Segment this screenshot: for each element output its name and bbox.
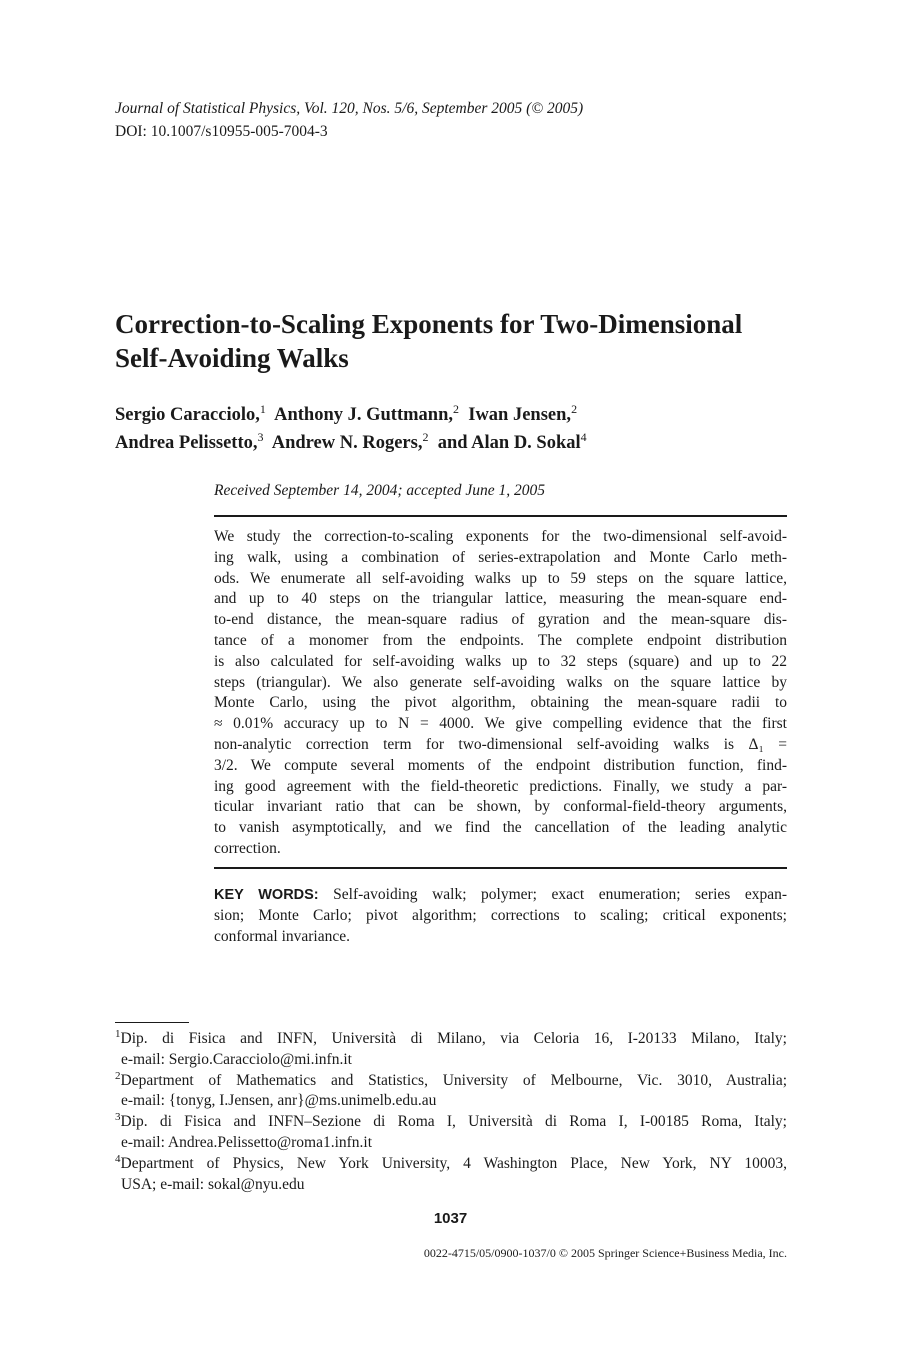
abstract-bottom-rule [214, 867, 787, 869]
footnote-line [115, 1029, 787, 1050]
footnote-mark: 1 [115, 1028, 121, 1040]
keywords [214, 885, 787, 947]
abstract-line: to-end distance, the mean-square radius of gyration and the mean-square dis- [214, 611, 787, 629]
footnote [115, 1071, 787, 1113]
footnote-line: e-mail: Andrea.Pelissetto@roma1.infn.it [121, 1133, 373, 1151]
footnote-text: Dip. di Fisica and INFN–Sezione di Roma I, Università di Roma I, I-00185 Roma, Italy; [120, 1113, 787, 1131]
footnote-line [115, 1154, 787, 1175]
author-affiliation-mark: 4 [580, 430, 587, 444]
paper-title [115, 307, 815, 375]
abstract-line: and up to 40 steps on the triangular lattice, measuring the mean-square end- [214, 590, 787, 608]
doi: DOI: 10.1007/s10955-005-7004-3 [115, 123, 328, 140]
abstract [214, 527, 787, 860]
author-affiliation-mark: 2 [422, 430, 429, 444]
author-name: Iwan Jensen, [468, 405, 572, 425]
author-affiliation-mark: 2 [571, 402, 578, 416]
footnote-text: Dip. di Fisica and INFN, Università di Milano, via Celoria 16, I-20133 Milano, Italy; [120, 1030, 787, 1047]
author-line [115, 401, 815, 429]
journal-citation: Journal of Statistical Physics, Vol. 120, Nos. 5/6, September 2005 (© 2005) [115, 100, 584, 117]
keywords-line [214, 885, 787, 906]
footnote-line: e-mail: {tonyg, I.Jensen, anr}@ms.unimelb.edu.au [121, 1092, 437, 1110]
footnote-line [115, 1112, 787, 1133]
abstract-top-rule [214, 515, 787, 517]
footnote-separator [115, 1022, 189, 1023]
page-number: 1037 [433, 1210, 468, 1227]
abstract-line: ods. We enumerate all self-avoiding walks up to 59 steps on the square lattice, [214, 569, 787, 587]
keywords-text: Self-avoiding walk; polymer; exact enumeration; series expan- [333, 886, 788, 903]
footnote-line: e-mail: Sergio.Caracciolo@mi.infn.it [121, 1050, 352, 1068]
abstract-line: steps (triangular). We also generate self-avoiding walks on the square lattice by [214, 673, 787, 691]
author-line [115, 429, 815, 457]
author-name: and Alan D. Sokal [437, 433, 581, 453]
abstract-line: Monte Carlo, using the pivot algorithm, obtaining the mean-square radii to [214, 694, 787, 712]
keywords-line: conformal invariance. [214, 927, 350, 945]
abstract-line: 3/2. We compute several moments of the endpoint distribution function, find- [214, 756, 787, 774]
keywords-line: sion; Monte Carlo; pivot algorithm; corrections to scaling; critical exponents; [214, 906, 787, 924]
author-affiliation-mark: 2 [453, 402, 459, 416]
abstract-line: is also calculated for self-avoiding walks up to 32 steps (square) and up to 22 [214, 652, 787, 670]
footnote-mark: 3 [115, 1111, 121, 1124]
footnote-mark: 4 [115, 1152, 121, 1165]
received-date: Received September 14, 2004; accepted June 1, 2005 [214, 482, 545, 499]
copyright-line: 0022-4715/05/0900-1037/0 © 2005 Springer Science+Business Media, Inc. [423, 1246, 787, 1260]
abstract-line: ing walk, using a combination of series-extrapolation and Monte Carlo meth- [214, 548, 787, 566]
footnote-text: Department of Mathematics and Statistics, University of Melbourne, Vic. 3010, Australia; [120, 1071, 787, 1089]
author-name: Andrea Pelissetto, [115, 433, 258, 453]
footnote [115, 1112, 787, 1154]
footnote [115, 1154, 787, 1196]
abstract-line: tance of a monomer from the endpoints. The complete endpoint distribution [214, 631, 787, 649]
abstract-line: ≈ 0.01% accuracy up to N = 4000. We give compelling evidence that the first [214, 715, 787, 733]
author-affiliation-mark: 1 [259, 402, 266, 416]
footnote [115, 1029, 787, 1071]
footnote-mark: 2 [115, 1069, 121, 1082]
abstract-line: correction. [214, 839, 281, 857]
footnote-line: USA; e-mail: sokal@nyu.edu [121, 1175, 305, 1193]
title-line: Self-Avoiding Walks [115, 343, 349, 373]
author-name: Andrew N. Rogers, [271, 433, 423, 453]
abstract-line: ticular invariant ratio that can be shown, by conformal-field-theory arguments, [214, 798, 787, 816]
footnote-text: Department of Physics, New York University, 4 Washington Place, New York, NY 10003, [120, 1154, 787, 1172]
keywords-label: KEY WORDS: [214, 887, 319, 903]
abstract-line: non-analytic correction term for two-dimensional self-avoiding walks is Δ₁ = [214, 735, 787, 753]
abstract-line: We study the correction-to-scaling exponents for the two-dimensional self-avoid- [214, 528, 787, 545]
footnote-line [115, 1071, 787, 1092]
author-affiliation-mark: 3 [257, 430, 264, 444]
author-name: Sergio Caracciolo, [115, 405, 260, 425]
author-name: Anthony J. Guttmann, [274, 405, 453, 425]
abstract-line: to vanish asymptotically, and we find the cancellation of the leading analytic [214, 819, 787, 837]
footnotes [115, 1029, 787, 1195]
author-list [115, 401, 815, 457]
abstract-line: ing good agreement with the field-theoretic predictions. Finally, we study a par- [214, 777, 787, 795]
title-line: Correction-to-Scaling Exponents for Two-Dimensional [115, 309, 743, 339]
